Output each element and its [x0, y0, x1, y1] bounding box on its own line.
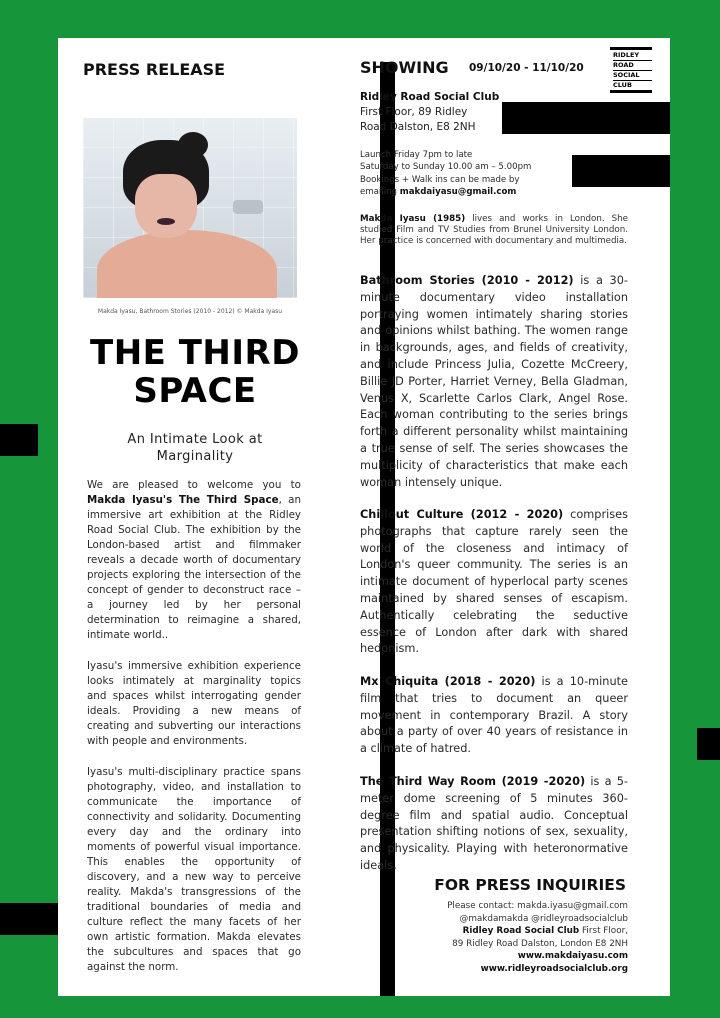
work-text-1: is a 30-minute documentary video installation portraying women intimately sharing stories and opinions whilst bathing. The women range in backgrounds, ages, and fields of creativity, and include Princess Julia, Cozette McCreery, Billie JD Porter, Harriet Verney, Bella Gladman, Venus X, Scarlette Carlos Clark, Angel Rose. Each woman contributing to the series brings forth a different personality whilst maintaining a true sense of self. The series showcases the multiplicity of characteristics that make each woman intensely unique. [360, 274, 628, 489]
contact-venue-floor: First Floor, [579, 926, 628, 937]
work-text-3: is a 10-minute film that tries to document an queer movement in contemporary Brazil. A story about a party of over 40 years of resistance in a climate of hatred. [360, 675, 629, 756]
intro-text-pre: We are pleased to welcome you to [87, 479, 301, 491]
intro-text-post: , an immersive art exhibition at the Ridley Road Social Club. The exhibition by the London-based artist and filmmaker reveals a decade worth of documentary projects exploring the intersection of the concept of gender to deconstruct race – a journey led by her personal determination to reimagine a shared, intimate world.. [87, 494, 301, 641]
press-release-page [58, 38, 670, 996]
booking-email-link[interactable]: makdaiyasu@gmail.com [399, 187, 517, 198]
contact-social-handles[interactable]: @makdamakda @ridleyroadsocialclub [459, 913, 628, 924]
exhibition-subtitle [83, 431, 307, 465]
contact-venue-name: Ridley Road Social Club [462, 926, 580, 937]
redaction-bar-1 [502, 102, 670, 134]
opening-hours [360, 149, 570, 199]
left-edge-bar-top [0, 424, 38, 456]
press-release-heading: PRESS RELEASE [83, 60, 226, 79]
subtitle-line-1: An Intimate Look at [127, 432, 263, 447]
hours-line-3: Bookings + Walk ins can be made by [360, 174, 520, 185]
photo-caption: Makda Iyasu, Bathroom Stories (2010 - 2012) © Makda Iyasu [97, 308, 283, 315]
title-line-1: THE THIRD [90, 333, 300, 373]
work-text-2: comprises photographs that capture rarely seen the world of the closeness and intimacy of London's queer community. The series is an intimate document of hyperlocal party scenes maintained by shared senses of escapism. Authentically celebrating the seductive essence of London after dark with shared hedonism. [360, 508, 628, 656]
press-contact [380, 900, 628, 976]
hours-line-2: Saturday to Sunday 10.00 am – 5.00pm [360, 162, 532, 173]
subtitle-line-2: Marginality [156, 449, 234, 464]
experience-paragraph: Iyasu's immersive exhibition experience looks intimately at marginality topics and spaces whilst interrogating gender ideals. Providing a new means of creating and subverting our interactions with people and environments. [87, 660, 301, 747]
hours-line-1: Launch Friday 7pm to late [360, 150, 473, 160]
ridley-road-social-club-logo [610, 47, 652, 93]
work-title-2: Chillout Culture (2012 - 2020) [360, 508, 564, 521]
right-edge-bar [697, 728, 720, 760]
intro-paragraph [87, 478, 301, 643]
press-inquiries-heading: FOR PRESS INQUIRIES [434, 876, 626, 894]
website-link-ridleyroad[interactable]: www.ridleyroadsocialclub.org [480, 963, 628, 974]
work-title-3: Mx Chiquita (2018 - 2020) [360, 675, 536, 688]
contact-address: 89 Ridley Road Dalston, London E8 2NH [452, 938, 628, 949]
bathroom-stories-photo [83, 118, 297, 298]
work-bathroom-stories [360, 273, 628, 491]
work-third-way-room [360, 774, 628, 875]
website-link-makdaiyasu[interactable]: www.makdaiyasu.com [517, 951, 628, 962]
hours-line-4: emailing [360, 187, 400, 198]
logo-word-1: RIDLEY [613, 51, 652, 61]
work-text-4: is a 5-meter dome screening of 5 minutes 360-degree film and spatial audio. Conceptual presentation shifting notions of sex, sexuality, and physicality. Playing with heteronormative ideals. [360, 775, 628, 872]
bio-text: lives and works in London. She studied Film and TV Studies from Brunel University London. Her practice is concerned with documentary and multimedia. [360, 214, 628, 246]
contact-email[interactable]: Please contact: makda.iyasu@gmail.com [447, 901, 628, 911]
logo-word-2: ROAD [613, 61, 652, 71]
venue-name: Ridley Road Social Club [360, 91, 500, 103]
artist-bio [360, 214, 628, 246]
work-mx-chiquita [360, 674, 628, 758]
venue-line-3: Road Dalston, E8 2NH [360, 121, 476, 133]
work-title-4: The Third Way Room (2019 -2020) [360, 775, 586, 788]
intro-text-bold: Makda Iyasu's The Third Space [87, 494, 279, 506]
exhibition-title [78, 334, 312, 410]
artist-name: Makda Iyasu (1985) [360, 214, 466, 224]
showing-heading: SHOWING [360, 58, 449, 77]
work-chillout-culture [360, 507, 628, 658]
venue-line-2: First Floor, 89 Ridley [360, 106, 468, 118]
title-line-2: SPACE [133, 371, 257, 411]
showing-dates: 09/10/20 - 11/10/20 [469, 62, 584, 74]
logo-word-3: SOCIAL [613, 71, 652, 81]
practice-paragraph: Iyasu's multi-disciplinary practice spans photography, video, and installation to communicate the importance of connectivity and solidarity. Documenting every day and the ordinary into moments of powerful visual importance. This enables the opportunity of discovery, and a new way to perceive reality. Makda's transgressions of the traditional boundaries of media and culture reflect the many facets of her own artistic formation. Makda elevates the subcultures and spaces that go against the norm. [87, 766, 301, 973]
work-title-1: Bathroom Stories (2010 - 2012) [360, 274, 574, 287]
logo-word-4: CLUB [613, 81, 632, 89]
redaction-bar-2 [572, 155, 670, 187]
